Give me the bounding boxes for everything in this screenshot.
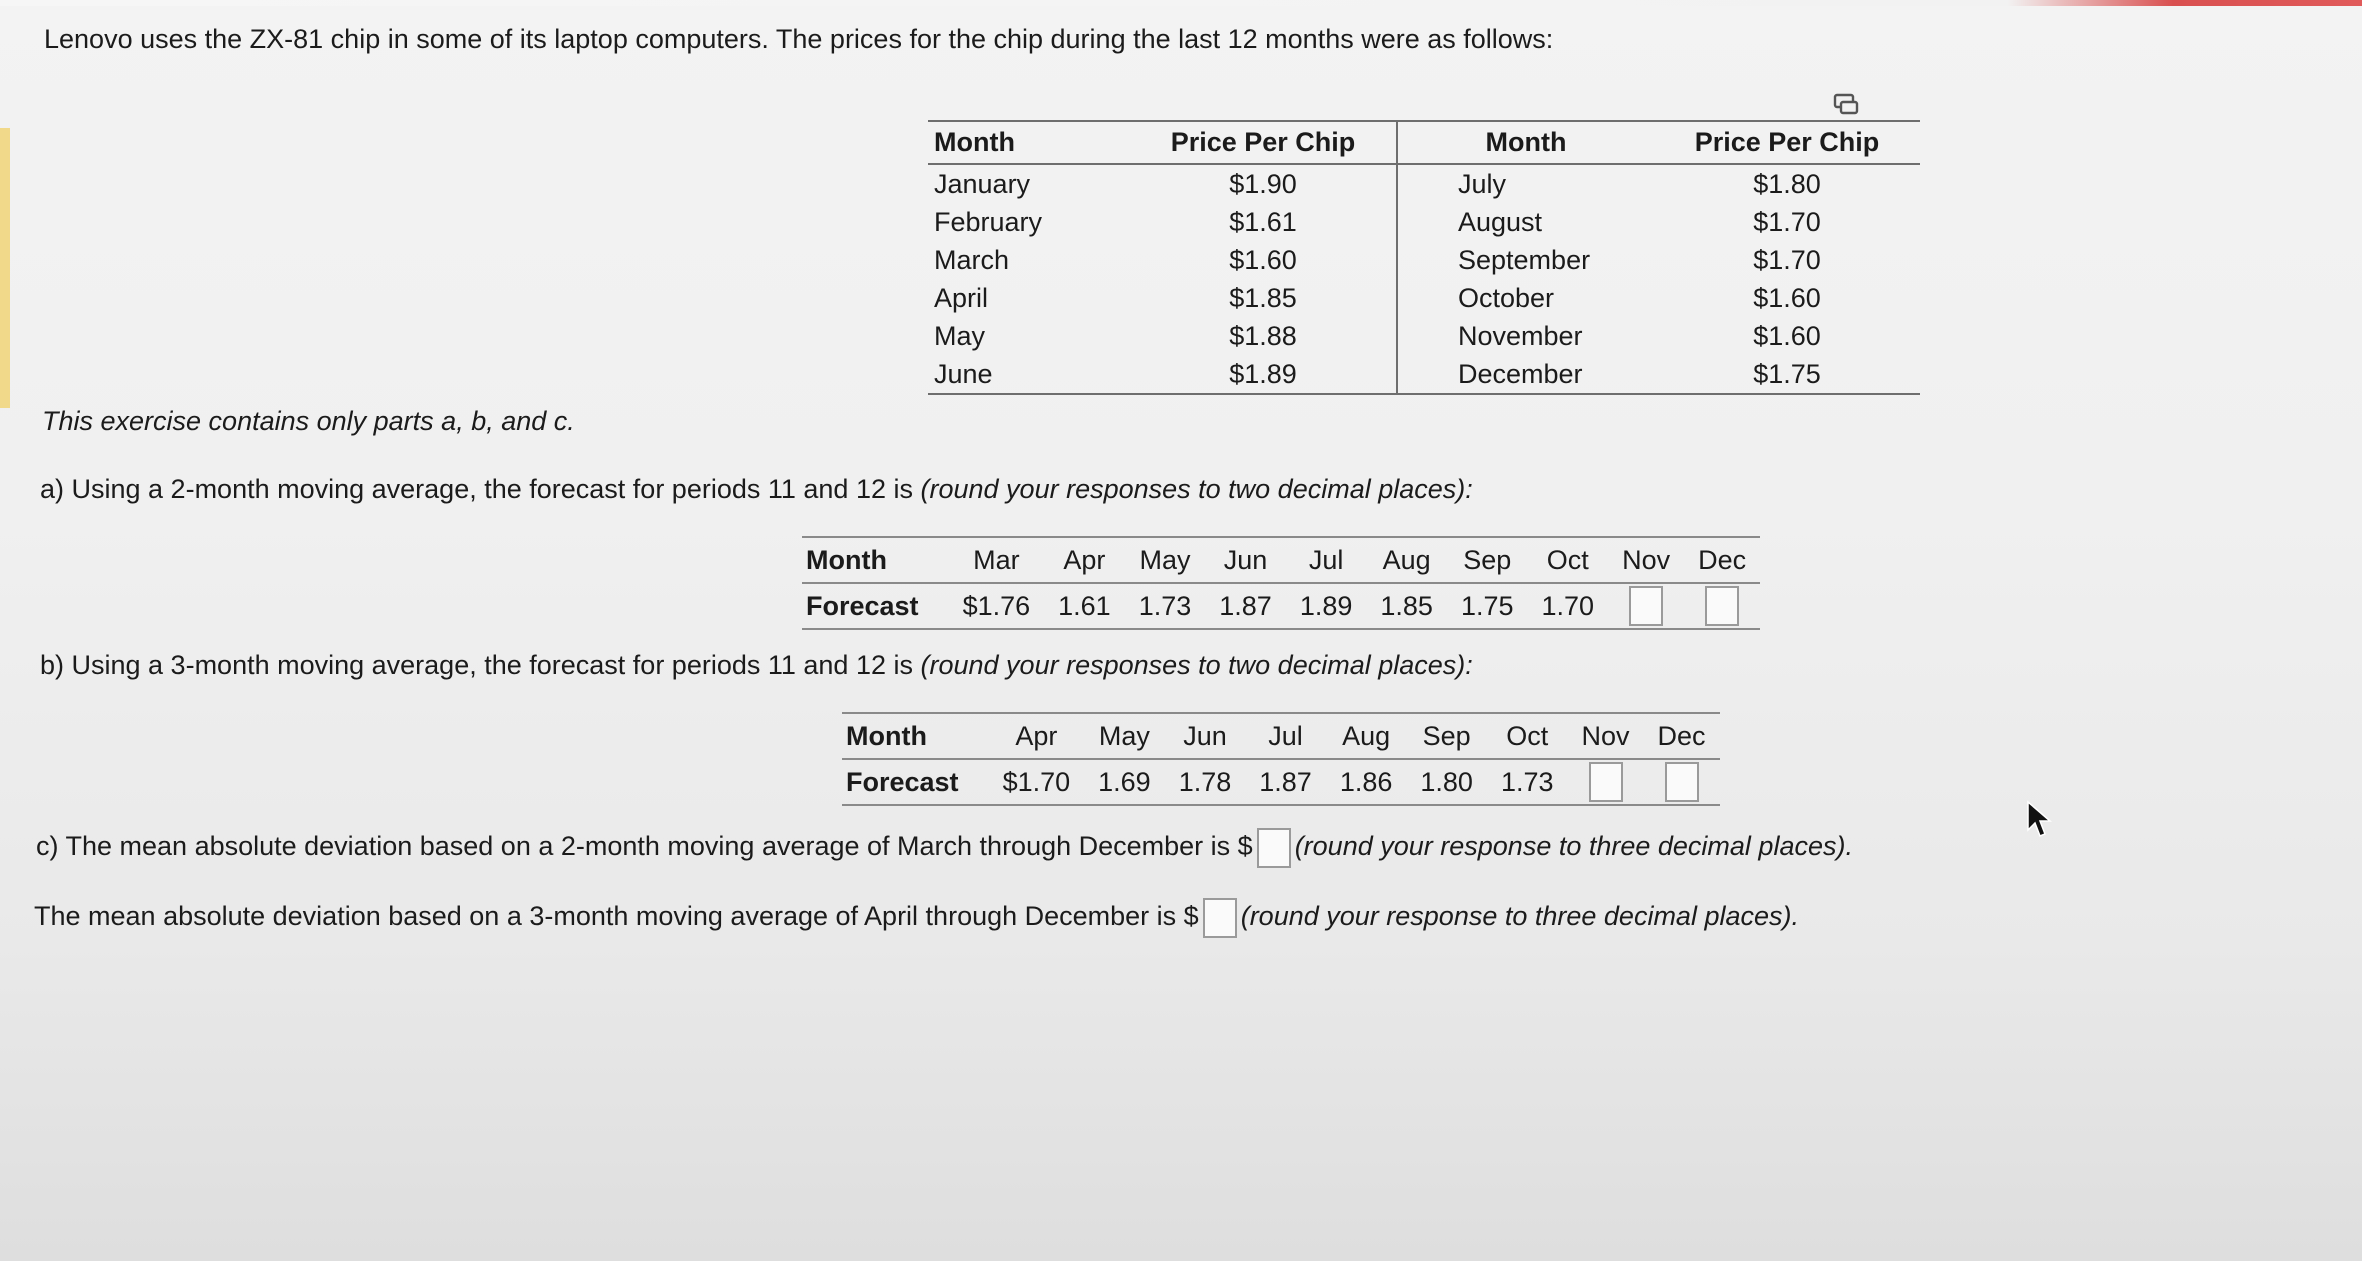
forecast-table-2-month bbox=[802, 536, 1760, 630]
forecast-input-dec-cell bbox=[1684, 583, 1760, 629]
forecast-cell: 1.75 bbox=[1447, 583, 1528, 629]
forecast-cell: 1.87 bbox=[1205, 583, 1286, 629]
month-cell: Apr bbox=[1044, 537, 1125, 583]
month-cell: Nov bbox=[1568, 713, 1644, 759]
month-cell: Jun bbox=[1205, 537, 1286, 583]
row-label-forecast: Forecast bbox=[802, 583, 949, 629]
table-row bbox=[928, 355, 1920, 394]
part-c-line-1 bbox=[36, 828, 1853, 868]
month-cell: September bbox=[1458, 244, 1591, 275]
part-b-prompt bbox=[40, 650, 1473, 681]
part-c-line-2 bbox=[34, 898, 1799, 938]
forecast-cell: 1.70 bbox=[1528, 583, 1609, 629]
part-a-text: a) Using a 2-month moving average, the forecast for periods 11 and 12 is bbox=[40, 474, 913, 504]
forecast-cell: 1.73 bbox=[1487, 759, 1568, 805]
copy-icon[interactable] bbox=[1833, 93, 1859, 115]
price-cell: $1.88 bbox=[1132, 317, 1397, 355]
month-cell: October bbox=[1458, 282, 1555, 313]
part-a-hint: (round your responses to two decimal places): bbox=[920, 474, 1473, 504]
month-row bbox=[842, 713, 1720, 759]
forecast-input-nov[interactable] bbox=[1629, 586, 1663, 626]
forecast-cell: 1.80 bbox=[1406, 759, 1487, 805]
forecast-input-nov-cell bbox=[1568, 759, 1644, 805]
price-cell: $1.60 bbox=[1753, 282, 1821, 313]
forecast-cell: 1.69 bbox=[1084, 759, 1165, 805]
top-accent-bar bbox=[0, 0, 2362, 6]
table-row bbox=[928, 317, 1920, 355]
part-a-prompt bbox=[40, 474, 1473, 505]
mouse-pointer-icon bbox=[2025, 800, 2055, 840]
forecast-row bbox=[842, 759, 1720, 805]
month-cell: Aug bbox=[1326, 713, 1407, 759]
month-cell: January bbox=[934, 168, 1031, 199]
exercise-note: This exercise contains only parts a, b, and c. bbox=[42, 406, 575, 436]
month-cell: Nov bbox=[1608, 537, 1684, 583]
forecast-cell: 1.73 bbox=[1125, 583, 1206, 629]
month-cell: August bbox=[1458, 206, 1543, 237]
forecast-cell: $1.76 bbox=[949, 583, 1045, 629]
forecast-table-3-month bbox=[842, 712, 1720, 806]
price-cell: $1.70 bbox=[1753, 244, 1821, 275]
price-cell: $1.89 bbox=[1132, 355, 1397, 394]
month-cell: June bbox=[928, 355, 1132, 394]
forecast-input-dec-cell bbox=[1644, 759, 1720, 805]
price-cell: $1.60 bbox=[1753, 320, 1821, 351]
month-cell: Sep bbox=[1406, 713, 1487, 759]
forecast-cell: 1.85 bbox=[1366, 583, 1447, 629]
price-cell: $1.75 bbox=[1656, 355, 1920, 394]
month-cell: Apr bbox=[989, 713, 1085, 759]
header-price-2: Price Per Chip bbox=[1656, 121, 1920, 164]
forecast-cell: 1.61 bbox=[1044, 583, 1125, 629]
forecast-row bbox=[802, 583, 1760, 629]
forecast-cell: $1.70 bbox=[989, 759, 1085, 805]
table-row bbox=[928, 164, 1920, 203]
part-b-text: b) Using a 3-month moving average, the forecast for periods 11 and 12 is bbox=[40, 650, 913, 680]
mad-3-month-input[interactable] bbox=[1203, 898, 1237, 938]
month-cell: April bbox=[934, 282, 989, 313]
table-row bbox=[928, 279, 1920, 317]
price-table-header bbox=[928, 121, 1920, 164]
month-cell: Dec bbox=[1684, 537, 1760, 583]
price-cell: $1.70 bbox=[1753, 206, 1821, 237]
price-cell: $1.60 bbox=[1132, 241, 1397, 279]
row-label-month: Month bbox=[842, 713, 989, 759]
month-cell: February bbox=[934, 206, 1043, 237]
price-cell: $1.85 bbox=[1132, 279, 1397, 317]
month-row bbox=[802, 537, 1760, 583]
left-highlight-stripe bbox=[0, 128, 10, 408]
table-row bbox=[928, 241, 1920, 279]
month-cell: May bbox=[934, 320, 986, 351]
part-b-hint: (round your responses to two decimal places): bbox=[920, 650, 1473, 680]
mad-3-month-text: The mean absolute deviation based on a 3-month moving average of April through December is $ bbox=[34, 901, 1199, 932]
row-label-month: Month bbox=[802, 537, 949, 583]
month-cell: Oct bbox=[1487, 713, 1568, 759]
forecast-input-dec[interactable] bbox=[1705, 586, 1739, 626]
mad-2-month-text: c) The mean absolute deviation based on a 2-month moving average of March through December is $ bbox=[36, 831, 1253, 862]
row-label-forecast: Forecast bbox=[842, 759, 989, 805]
month-cell: Aug bbox=[1366, 537, 1447, 583]
month-cell: Sep bbox=[1447, 537, 1528, 583]
problem-intro: Lenovo uses the ZX-81 chip in some of its laptop computers. The prices for the chip during the last 12 months were as follows: bbox=[44, 24, 1554, 54]
forecast-cell: 1.89 bbox=[1286, 583, 1367, 629]
month-cell: November bbox=[1458, 320, 1583, 351]
mad-2-month-input[interactable] bbox=[1257, 828, 1291, 868]
month-cell: Jun bbox=[1165, 713, 1246, 759]
price-cell: $1.90 bbox=[1132, 164, 1397, 203]
header-month-1: Month bbox=[928, 121, 1132, 164]
mad-3-month-hint: (round your response to three decimal places). bbox=[1240, 901, 1799, 932]
month-cell: May bbox=[1125, 537, 1206, 583]
month-cell: July bbox=[1458, 168, 1507, 199]
forecast-input-nov[interactable] bbox=[1589, 762, 1623, 802]
table-row bbox=[928, 203, 1920, 241]
forecast-input-nov-cell bbox=[1608, 583, 1684, 629]
price-cell: $1.80 bbox=[1753, 168, 1821, 199]
forecast-input-dec[interactable] bbox=[1665, 762, 1699, 802]
month-cell: Dec bbox=[1644, 713, 1720, 759]
month-cell: Oct bbox=[1528, 537, 1609, 583]
month-cell: May bbox=[1084, 713, 1165, 759]
month-cell: December bbox=[1397, 355, 1656, 394]
price-cell: $1.61 bbox=[1132, 203, 1397, 241]
month-cell: March bbox=[934, 244, 1010, 275]
month-cell: Mar bbox=[949, 537, 1045, 583]
price-table bbox=[928, 120, 1920, 395]
forecast-cell: 1.87 bbox=[1245, 759, 1326, 805]
forecast-cell: 1.86 bbox=[1326, 759, 1407, 805]
month-cell: Jul bbox=[1286, 537, 1367, 583]
mad-2-month-hint: (round your response to three decimal places). bbox=[1294, 831, 1853, 862]
header-month-2: Month bbox=[1397, 121, 1656, 164]
header-price-1: Price Per Chip bbox=[1132, 121, 1397, 164]
month-cell: Jul bbox=[1245, 713, 1326, 759]
forecast-cell: 1.78 bbox=[1165, 759, 1246, 805]
